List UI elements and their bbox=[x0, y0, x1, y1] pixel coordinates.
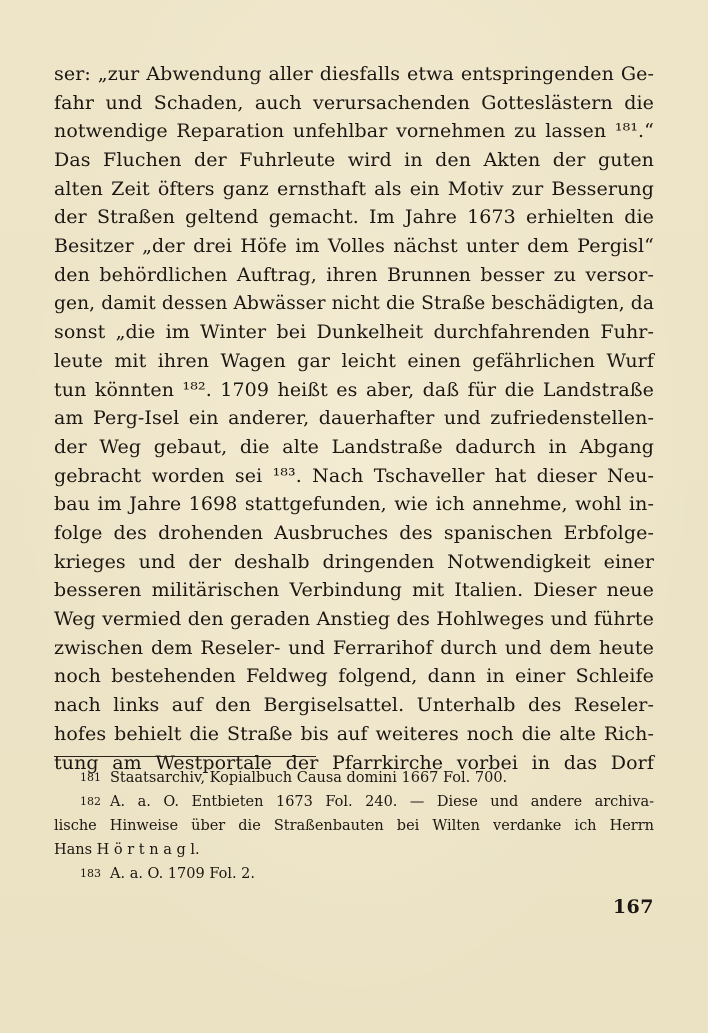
footnote-182 bbox=[54, 790, 654, 862]
text-line: tun könnten ¹⁸². 1709 heißt es aber, daß für die Landstraße bbox=[54, 378, 654, 401]
text-line: Das Fluchen der Fuhrleute wird in den Akten der guten bbox=[54, 149, 654, 172]
footnote-line: Hans H ö r t n a g l. bbox=[54, 842, 200, 858]
text-line: fahr und Schaden, auch verursachenden Gotteslästern die bbox=[54, 91, 654, 114]
footnote-text: A. a. O. 1709 Fol. 2. bbox=[110, 866, 256, 882]
text-line: nach links auf den Bergiselsattel. Unterhalb des Reseler- bbox=[54, 694, 654, 717]
footnote-text: Staatsarchiv, Kopialbuch Causa domini 1667 Fol. 700. bbox=[110, 770, 508, 786]
text-line: der Straßen geltend gemacht. Im Jahre 1673 erhielten die bbox=[54, 206, 654, 229]
text-line: am Perg-Isel ein anderer, dauerhafter und zufriedenstellen- bbox=[54, 407, 654, 430]
footnote-line: lische Hinweise über die Straßenbauten bei Wilten verdanke ich Herrn bbox=[54, 818, 654, 834]
main-text bbox=[54, 60, 654, 777]
text-line: alten Zeit öfters ganz ernsthaft als ein Motiv zur Besserung bbox=[54, 177, 654, 200]
text-line: zwischen dem Reseler- und Ferrarihof durch und dem heute bbox=[54, 636, 654, 659]
text-line: bau im Jahre 1698 stattgefunden, wie ich annehme, wohl in- bbox=[54, 493, 654, 516]
text-line: den behördlichen Auftrag, ihren Brunnen besser zu versor- bbox=[54, 263, 654, 286]
text-line: folge des drohenden Ausbruches des spanischen Erbfolge- bbox=[54, 522, 654, 544]
footnote-line bbox=[54, 862, 654, 886]
footnote-number: 181 bbox=[80, 771, 101, 784]
footnote-number: 183 bbox=[80, 867, 101, 880]
footnote-number: 182 bbox=[80, 795, 101, 808]
text-line: notwendige Reparation unfehlbar vornehmen zu lassen ¹⁸¹.“ bbox=[54, 120, 654, 143]
text-line: leute mit ihren Wagen gar leicht einen gefährlichen Wurf bbox=[54, 349, 654, 372]
footnote-line bbox=[54, 790, 654, 814]
text-line: gen, damit dessen Abwässer nicht die Straße beschädigten, da bbox=[54, 292, 654, 314]
text-line: Besitzer „der drei Höfe im Volles nächst unter dem Pergisl“ bbox=[54, 235, 654, 258]
text-line: tung am Westportale der Pfarrkirche vorbei in das Dorf bbox=[54, 751, 654, 774]
footnote-183 bbox=[54, 862, 654, 886]
footnotes bbox=[54, 766, 654, 886]
footnote-line bbox=[54, 766, 654, 790]
footnote-181 bbox=[54, 766, 654, 790]
text-line: krieges und der deshalb dringenden Notwendigkeit einer bbox=[54, 550, 654, 573]
footnote-text: A. a. O. Entbieten 1673 Fol. 240. — Diese und andere archiva- bbox=[110, 794, 654, 810]
text-line: besseren militärischen Verbindung mit Italien. Dieser neue bbox=[54, 579, 654, 602]
text-line: hofes behielt die Straße bis auf weiteres noch die alte Rich- bbox=[54, 722, 654, 745]
text-line: Weg vermied den geraden Anstieg des Hohlweges und führte bbox=[54, 608, 654, 631]
text-line: gebracht worden sei ¹⁸³. Nach Tschaveller hat dieser Neu- bbox=[54, 464, 654, 487]
footnote-divider bbox=[54, 756, 316, 757]
text-line: ser: „zur Abwendung aller diesfalls etwa entspringenden Ge- bbox=[54, 63, 654, 85]
text-line: sonst „die im Winter bei Dunkelheit durchfahrenden Fuhr- bbox=[54, 321, 654, 344]
text-line: noch bestehenden Feldweg folgend, dann in einer Schleife bbox=[54, 665, 654, 688]
text-line: der Weg gebaut, die alte Landstraße dadurch in Abgang bbox=[54, 435, 654, 458]
page-number: 167 bbox=[612, 896, 654, 918]
